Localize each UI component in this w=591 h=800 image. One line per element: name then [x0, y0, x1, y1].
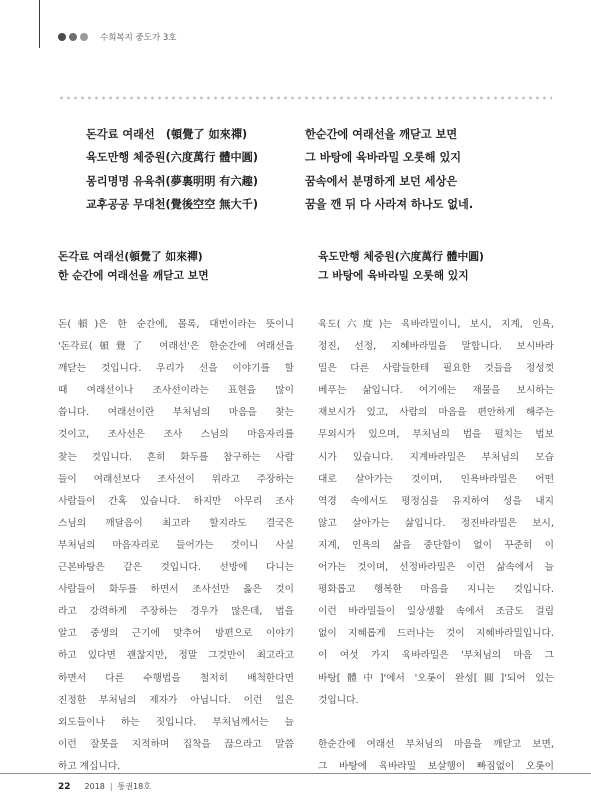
- text-line: 부처님의 마음자리로 들어가는 것이니 사실: [58, 539, 294, 551]
- text-line: 역경 속에서도 평정심을 유지하여 성을 내지: [318, 495, 554, 507]
- page-footer: [58, 781, 151, 792]
- text-line: 사람들이 화두를 하면서 조사선만 옳은 것이: [58, 584, 294, 596]
- footer-year: 2018: [84, 782, 105, 791]
- text-line: 깨닫는 것입니다. 우리가 선을 이야기를 할: [58, 363, 294, 375]
- page-number: 22: [58, 781, 71, 792]
- text-line: 것이고, 조사선은 조사 스님의 마음자리를: [58, 429, 294, 441]
- footer-issue: 통권18호: [117, 782, 151, 791]
- text-line: 하면서 다른 수행법을 철저히 배척한다면: [58, 672, 294, 684]
- text-line: 정진, 선정, 지혜바라밀을 말합니다. 보시바라: [318, 341, 554, 353]
- poem-verse-translation: 꿈속에서 분명하게 보던 세상은: [305, 174, 458, 188]
- text-line: 때 여래선이나 조사선이라는 표현을 많이: [58, 385, 294, 397]
- text-line: 근본바탕은 같은 것입니다. 선방에 다니는: [58, 562, 294, 574]
- text-line: 육도(六度)는 육바라밀이니, 보시, 지계, 인욕,: [318, 319, 554, 330]
- footer-separator: |: [109, 782, 113, 791]
- text-line: 스님의 깨달음이 최고라 할지라도 결국은: [58, 517, 294, 529]
- footer-rule: [0, 773, 591, 774]
- paragraph-gap: [318, 712, 554, 734]
- right-column: [318, 247, 554, 778]
- left-column: [58, 247, 294, 778]
- text-line: 이런 잘못을 지적하며 집착을 끊으라고 말씀: [58, 738, 294, 750]
- text-line: '돈각료(頓覺了 여래선'은 한순간에 여래선을: [58, 341, 294, 353]
- text-line: 진정한 부처님의 제자가 아닙니다. 이런 일은: [58, 694, 294, 706]
- poem-verse-translation: 꿈을 깬 뒤 다 사라져 하나도 없네.: [305, 198, 474, 212]
- text-line: 바탕[體中]'에서 '오롯이 완성[圓]'되어 있는: [318, 672, 554, 684]
- text-line: 베푸는 삶입니다. 여기에는 재물을 보시하는: [318, 385, 554, 397]
- text-line: 라고 강력하게 주장하는 경우가 많은데, 법을: [58, 606, 294, 618]
- poem-verse-original: 돈각료 여래선 (頓覺了 如來禪): [86, 127, 248, 141]
- text-line: 씁니다. 여래선이란 부처님의 마음을 찾는: [58, 407, 294, 419]
- poem-block: [86, 122, 536, 216]
- text-line: 무외시가 있으며, 부처님의 법을 펼치는 법보: [318, 429, 554, 441]
- poem-verse-translation: 한순간에 여래선을 깨닫고 보면: [305, 127, 458, 141]
- poem-verse-original: 교후공공 무대천(覺後空空 無大千): [86, 198, 258, 212]
- text-line: 하고 있다면 괜찮지만, 정말 그것만이 최고라고: [58, 650, 294, 662]
- right-heading-line-2: 그 바탕에 육바라밀 오롯해 있지: [318, 269, 469, 282]
- text-line: 평화롭고 행복한 마음을 지니는 것입니다.: [318, 584, 554, 596]
- text-line: 대로 살아가는 것이며, 인욕바라밀은 어떤: [318, 473, 554, 485]
- text-line: 재보시가 있고, 사람의 마음을 편안하게 해주는: [318, 407, 554, 419]
- header-rule: [39, 0, 40, 48]
- header-dot-1: [58, 33, 66, 41]
- poem-row: [86, 122, 536, 146]
- poem-row: [86, 169, 536, 193]
- header-dot-3: [80, 33, 88, 41]
- poem-row: [86, 193, 536, 217]
- text-line: 하고 계십니다.: [58, 760, 121, 772]
- text-line: 들이 여래선보다 조사선이 위라고 주장하는: [58, 473, 294, 485]
- text-line: 어가는 것이며, 선정바라밀은 이런 삶속에서 늘: [318, 562, 554, 574]
- text-line: 이 여섯 가지 육바라밀은 '부처님의 마음 그: [318, 650, 554, 662]
- text-line: 지계, 인욕의 삶을 중단함이 없이 꾸준히 이: [318, 539, 554, 551]
- header-title: 수희복지 중도가 3호: [100, 33, 177, 43]
- text-line: 이런 바라밀들이 일상생활 속에서 조금도 걸림: [318, 606, 554, 618]
- right-heading-line-1: 육도만행 체중원(六度萬行 體中圓): [318, 250, 484, 263]
- text-line: 찾는 것입니다. 흔히 화두를 참구하는 사람: [58, 451, 294, 463]
- right-body-text: [318, 314, 554, 778]
- poem-verse-translation: 그 바탕에 육바라밀 오롯해 있지: [305, 151, 462, 165]
- text-line: 않고 살아가는 삶입니다. 정진바라밀은 보시,: [318, 517, 554, 529]
- text-line: 한순간에 여래선 부처님의 마음을 깨닫고 보면,: [318, 738, 554, 750]
- paragraph-2: [318, 734, 554, 778]
- text-line: 그 바탕에 육바라밀 보살행이 빠짐없이 오롯이: [318, 760, 554, 772]
- poem-row: [86, 146, 536, 170]
- text-line: 돈(頓)은 한 순간에, 몰록, 대번이라는 뜻이니: [58, 319, 294, 330]
- text-line: 외도들이나 하는 짓입니다. 부처님께서는 늘: [58, 716, 294, 728]
- text-line: 시가 있습니다. 지계바라밀은 부처님의 모습: [318, 451, 554, 463]
- text-line: 사람들이 간혹 있습니다. 하지만 아무리 조사: [58, 495, 294, 507]
- header-dot-2: [69, 33, 77, 41]
- running-header: [58, 31, 177, 43]
- text-line: 것입니다.: [318, 694, 359, 706]
- text-line: 없이 지혜롭게 드러나는 것이 지혜바라밀입니다.: [318, 628, 554, 640]
- left-body-text: [58, 314, 294, 778]
- left-heading-line-2: 한 순간에 여래선을 깨닫고 보면: [58, 269, 209, 282]
- dotted-divider: [58, 95, 552, 101]
- text-line: 밀은 다른 사람들한테 필요한 것들을 정성껏: [318, 363, 554, 375]
- left-heading-line-1: 돈각료 여래선(頓覺了 如來禪): [58, 250, 203, 263]
- poem-verse-original: 육도만행 체중원(六度萬行 體中圓): [86, 151, 258, 165]
- poem-verse-original: 몽리명명 유육취(夢裏明明 有六趣): [86, 174, 258, 188]
- text-line: 알고 중생의 근기에 맞추어 방편으로 이야기: [58, 628, 294, 640]
